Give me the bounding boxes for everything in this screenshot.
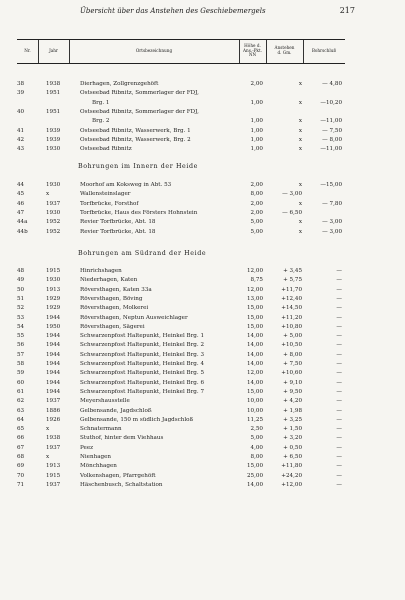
- row-elevation: 2,00: [250, 200, 263, 207]
- row-number: 61: [17, 388, 25, 395]
- row-year: 1951: [46, 90, 61, 97]
- row-year: 1929: [46, 305, 61, 312]
- row-location: Gelbensande, Jagdschloß: [80, 407, 152, 414]
- row-number: 50: [17, 286, 25, 293]
- row-occurrence: +14,50: [281, 305, 302, 312]
- row-location: Meyershausstelle: [80, 398, 130, 405]
- row-number: 63: [17, 407, 25, 414]
- row-location: Wallensteinslager: [80, 191, 131, 198]
- row-location: Dierhagen, Zollgrenzgehöft: [80, 81, 159, 87]
- row-location: Volkenshagen, Pfarrgehöft: [80, 472, 156, 479]
- row-elevation: 2,00: [250, 182, 263, 188]
- row-elevation: 1,00: [250, 146, 263, 153]
- row-elevation: 8,75: [250, 277, 263, 284]
- table-row: [0, 295, 405, 304]
- row-year: 1915: [46, 472, 61, 479]
- row-borehole-end: — 3,00: [322, 228, 342, 235]
- row-year: x: [46, 454, 50, 460]
- column-header-line: Ortsbezeichnung: [135, 47, 173, 53]
- row-occurrence: +11,80: [281, 463, 302, 470]
- row-year: 1944: [46, 379, 61, 386]
- row-number: 40: [17, 108, 25, 115]
- row-number: 60: [17, 379, 25, 386]
- row-year: 1913: [46, 286, 61, 293]
- row-occurrence: + 1,50: [283, 426, 302, 433]
- row-occurrence: x: [298, 219, 302, 226]
- row-year: 1937: [46, 200, 61, 207]
- row-year: 1944: [46, 351, 61, 358]
- table-row: [0, 228, 405, 237]
- row-elevation: 12,00: [246, 286, 263, 293]
- row-borehole-end: —: [336, 295, 342, 302]
- column-header-line: Nr.: [24, 47, 31, 53]
- table-row: [0, 99, 405, 108]
- row-borehole-end: —11,00: [320, 146, 342, 153]
- row-occurrence: + 3,20: [283, 435, 302, 442]
- row-borehole-end: —: [336, 268, 342, 274]
- row-occurrence: +10,50: [281, 342, 302, 349]
- row-number: 58: [17, 361, 25, 367]
- row-borehole-end: —: [336, 379, 342, 386]
- row-occurrence: + 8,00: [283, 351, 302, 358]
- row-occurrence: x: [298, 127, 302, 134]
- table-row: [0, 434, 405, 443]
- row-year: 1913: [46, 463, 61, 470]
- row-elevation: 12,00: [246, 370, 263, 377]
- row-borehole-end: — 3,00: [322, 219, 342, 226]
- row-location: Schwarzenpfost Haltepunkt, Heinkel Brg. 2: [80, 342, 205, 349]
- row-number: 64: [17, 416, 25, 423]
- row-borehole-end: —10,20: [320, 99, 342, 106]
- row-number: 52: [17, 305, 25, 312]
- row-occurrence: +11,70: [281, 286, 302, 293]
- table-row: [0, 80, 405, 89]
- row-year: 1937: [46, 481, 61, 488]
- row-number: 44b: [17, 228, 28, 235]
- table-row: [0, 145, 405, 154]
- row-location: Ostseebad Ribnitz, Sommerlager der FDJ,: [80, 108, 199, 115]
- row-number: 44a: [17, 219, 28, 226]
- column-header-line: Bohrschluß: [311, 47, 337, 53]
- row-year: 1944: [46, 388, 61, 395]
- row-borehole-end: — 7,50: [322, 127, 342, 134]
- row-year: 1952: [46, 228, 61, 235]
- table-row: [0, 416, 405, 425]
- column-header-line: NN: [248, 52, 257, 58]
- row-occurrence: + 5,75: [283, 277, 302, 284]
- row-year: 1939: [46, 136, 61, 143]
- row-year: 1937: [46, 398, 61, 405]
- row-year: 1930: [46, 209, 61, 216]
- table-row: [0, 286, 405, 295]
- row-year: 1930: [46, 146, 61, 153]
- row-occurrence: + 9,10: [283, 379, 302, 386]
- row-occurrence: x: [298, 118, 302, 125]
- table-row: [0, 200, 405, 209]
- row-number: 53: [17, 314, 25, 321]
- row-elevation: 14,00: [246, 333, 263, 340]
- row-elevation: 15,00: [246, 305, 263, 312]
- row-occurrence: +12,40: [281, 295, 302, 302]
- row-number: 66: [17, 435, 25, 442]
- row-borehole-end: —: [336, 407, 342, 414]
- row-elevation: 5,00: [250, 219, 263, 226]
- table-row: [0, 276, 405, 285]
- row-number: 45: [17, 191, 25, 198]
- row-location: Moorhof am Koksweg in Abt. 53: [80, 182, 172, 188]
- column-header-line: Jahr: [49, 47, 58, 53]
- table-row: [0, 323, 405, 332]
- row-location: Gelbensande, 150 m südlich Jagdschloß: [80, 416, 194, 423]
- table-top-rule: [17, 39, 345, 40]
- row-number: 68: [17, 454, 25, 460]
- row-number: 69: [17, 463, 25, 470]
- row-elevation: 1,00: [250, 99, 263, 106]
- table-row: [0, 481, 405, 490]
- running-title: Übersicht über das Anstehen des Geschiebemergels: [80, 7, 266, 15]
- row-borehole-end: —: [336, 370, 342, 377]
- row-number: 44: [17, 182, 25, 188]
- row-location: Röversthagen, Böving: [80, 295, 143, 302]
- row-location: Ostseebad Ribnitz, Sommerlager der FDJ,: [80, 90, 199, 97]
- row-location: Torfbrücke, Forsthof: [80, 200, 139, 207]
- row-number: 48: [17, 268, 25, 274]
- table-row: [0, 425, 405, 434]
- row-elevation: 14,00: [246, 361, 263, 367]
- table-row: [0, 89, 405, 98]
- section-title-south: Bohrungen am Südrand der Heide: [78, 250, 207, 257]
- row-elevation: 15,00: [246, 314, 263, 321]
- row-location: Schwarzenpfost Haltepunkt, Heinkel Brg. 4: [80, 361, 205, 367]
- row-location: Röversthagen, Sägerei: [80, 323, 145, 330]
- row-borehole-end: —: [336, 286, 342, 293]
- row-borehole-end: —: [336, 305, 342, 312]
- row-location: Schwarzenpfost Haltepunkt, Heinkel Brg. 1: [80, 333, 205, 340]
- row-occurrence: — 3,00: [282, 191, 302, 198]
- row-year: 1915: [46, 268, 61, 274]
- row-occurrence: x: [298, 200, 302, 207]
- row-location: Brg. 1: [92, 99, 110, 106]
- table-row: [0, 127, 405, 136]
- row-occurrence: +10,80: [281, 323, 302, 330]
- row-occurrence: x: [298, 136, 302, 143]
- table-row: [0, 462, 405, 471]
- row-elevation: 8,00: [250, 191, 263, 198]
- table-header-rule: [17, 63, 345, 64]
- row-number: 38: [17, 81, 25, 87]
- row-location: Brg. 2: [92, 118, 110, 125]
- row-borehole-end: — 8,00: [322, 136, 342, 143]
- row-year: 1944: [46, 370, 61, 377]
- row-number: 49: [17, 277, 25, 284]
- row-number: 67: [17, 444, 25, 451]
- table-row: [0, 267, 405, 276]
- row-occurrence: x: [298, 228, 302, 235]
- row-elevation: 10,00: [246, 407, 263, 414]
- table-row: [0, 304, 405, 313]
- row-occurrence: + 9,50: [283, 388, 302, 395]
- table-row: [0, 369, 405, 378]
- table-row: [0, 397, 405, 406]
- row-year: 1950: [46, 323, 61, 330]
- row-borehole-end: —: [336, 351, 342, 358]
- table-row: [0, 453, 405, 462]
- row-borehole-end: — 7,80: [322, 200, 342, 207]
- row-number: 41: [17, 127, 25, 134]
- row-year: 1886: [46, 407, 61, 414]
- row-location: Stuthof, hinter dem Viehhaus: [80, 435, 164, 442]
- row-borehole-end: —: [336, 454, 342, 460]
- row-borehole-end: — 4,80: [322, 81, 342, 87]
- column-header: [266, 46, 303, 55]
- row-borehole-end: —: [336, 314, 342, 321]
- row-borehole-end: —: [336, 481, 342, 488]
- row-location: Ostseebad Ribnitz, Wasserwerk, Brg. 1: [80, 127, 191, 134]
- column-header-line: Ans.-Pkt.: [243, 47, 262, 53]
- row-borehole-end: —: [336, 435, 342, 442]
- row-occurrence: + 1,98: [283, 407, 302, 414]
- row-location: Mönchhagen: [80, 463, 117, 470]
- row-location: Peez: [80, 444, 94, 451]
- row-elevation: 14,00: [246, 351, 263, 358]
- table-row: [0, 108, 405, 117]
- row-elevation: 14,00: [246, 481, 263, 488]
- row-location: Revier Torfbrücke, Abt. 18: [80, 228, 156, 235]
- row-occurrence: +10,60: [281, 370, 302, 377]
- table-row: [0, 181, 405, 190]
- row-year: 1944: [46, 314, 61, 321]
- row-number: 51: [17, 295, 25, 302]
- row-elevation: 2,00: [250, 81, 263, 87]
- row-number: 57: [17, 351, 25, 358]
- row-occurrence: + 3,45: [283, 268, 302, 274]
- row-occurrence: +11,20: [281, 314, 302, 321]
- table-row: [0, 190, 405, 199]
- row-borehole-end: —: [336, 398, 342, 405]
- row-elevation: 10,00: [246, 398, 263, 405]
- row-occurrence: +24,20: [281, 472, 302, 479]
- table-row: [0, 407, 405, 416]
- row-occurrence: +12,00: [281, 481, 302, 488]
- row-elevation: 8,00: [250, 454, 263, 460]
- row-location: Röversthagen, Katen 33a: [80, 286, 152, 293]
- row-borehole-end: —: [336, 361, 342, 367]
- row-elevation: 12,00: [246, 268, 263, 274]
- row-year: 1929: [46, 295, 61, 302]
- row-borehole-end: —: [336, 323, 342, 330]
- row-year: 1926: [46, 416, 61, 423]
- row-elevation: 15,00: [246, 463, 263, 470]
- column-header: [239, 44, 266, 58]
- table-row: [0, 388, 405, 397]
- row-occurrence: + 0,50: [283, 444, 302, 451]
- row-borehole-end: —: [336, 463, 342, 470]
- row-elevation: 2,00: [250, 209, 263, 216]
- row-year: x: [46, 191, 50, 198]
- row-elevation: 2,50: [250, 426, 263, 433]
- row-location: Schnatermann: [80, 426, 122, 433]
- row-year: 1930: [46, 277, 61, 284]
- column-header: [303, 49, 345, 54]
- row-year: 1952: [46, 219, 61, 226]
- row-year: 1944: [46, 342, 61, 349]
- table-row: [0, 332, 405, 341]
- table-row: [0, 314, 405, 323]
- row-location: Niederhagen, Katen: [80, 277, 138, 284]
- row-elevation: 11,25: [246, 416, 263, 423]
- row-occurrence: + 6,50: [283, 454, 302, 460]
- column-header: [38, 49, 69, 54]
- row-location: Schwarzenpfost Haltepunkt, Heinkel Brg. 7: [80, 388, 205, 395]
- row-occurrence: + 7,50: [283, 361, 302, 367]
- row-borehole-end: —: [336, 388, 342, 395]
- row-location: Revier Torfbrücke, Abt. 18: [80, 219, 156, 226]
- section-title-interior: Bohrungen im Innern der Heide: [78, 163, 198, 170]
- column-header-line: Anstehen: [274, 45, 295, 51]
- row-elevation: 4,00: [250, 444, 263, 451]
- row-location: Schwarzenpfost Haltepunkt, Heinkel Brg. 5: [80, 370, 205, 377]
- row-occurrence: + 3,25: [283, 416, 302, 423]
- row-number: 62: [17, 398, 25, 405]
- row-borehole-end: —: [336, 416, 342, 423]
- row-year: 1939: [46, 127, 61, 134]
- row-number: 59: [17, 370, 25, 377]
- row-year: 1944: [46, 361, 61, 367]
- table-row: [0, 209, 405, 218]
- row-year: 1951: [46, 108, 61, 115]
- row-year: x: [46, 426, 50, 433]
- row-number: 71: [17, 481, 25, 488]
- row-number: 39: [17, 90, 25, 97]
- row-occurrence: — 6,50: [282, 209, 302, 216]
- row-number: 47: [17, 209, 25, 216]
- row-location: Röversthagen, Molkerei: [80, 305, 149, 312]
- row-elevation: 1,00: [250, 136, 263, 143]
- table-row: [0, 351, 405, 360]
- row-location: Nienhagen: [80, 454, 112, 460]
- row-number: 46: [17, 200, 25, 207]
- row-elevation: 15,00: [246, 323, 263, 330]
- row-location: Ostseebad Ribnitz: [80, 146, 132, 153]
- row-location: Häschenbusch, Schaltstation: [80, 481, 163, 488]
- row-elevation: 5,00: [250, 228, 263, 235]
- row-elevation: 14,00: [246, 342, 263, 349]
- row-occurrence: x: [298, 99, 302, 106]
- row-location: Ostseebad Ribnitz, Wasserwerk, Brg. 2: [80, 136, 191, 143]
- table-row: [0, 341, 405, 350]
- row-year: 1938: [46, 81, 61, 87]
- row-number: 55: [17, 333, 25, 340]
- row-location: Schwarzenpfost Haltepunkt, Heinkel Brg. 3: [80, 351, 205, 358]
- row-location: Röversthagen, Neptun Ausweichlager: [80, 314, 188, 321]
- row-borehole-end: —: [336, 342, 342, 349]
- row-year: 1938: [46, 435, 61, 442]
- running-header: [80, 6, 355, 15]
- row-elevation: 14,00: [246, 379, 263, 386]
- column-header: [17, 49, 38, 54]
- table-row: [0, 117, 405, 126]
- column-header: [69, 49, 239, 54]
- table-row: [0, 360, 405, 369]
- row-borehole-end: —15,00: [320, 182, 342, 188]
- row-location: Hinrichshagen: [80, 268, 122, 274]
- column-header-line: d. Gm.: [277, 49, 292, 55]
- row-number: 70: [17, 472, 25, 479]
- table-row: [0, 472, 405, 481]
- row-number: 43: [17, 146, 25, 153]
- table-row: [0, 218, 405, 227]
- row-elevation: 25,00: [246, 472, 263, 479]
- page-number: 217: [339, 6, 355, 15]
- row-location: Schwarzenpfost Haltepunkt, Heinkel Brg. 6: [80, 379, 205, 386]
- row-elevation: 1,00: [250, 118, 263, 125]
- row-year: 1930: [46, 182, 61, 188]
- row-elevation: 5,00: [250, 435, 263, 442]
- row-borehole-end: —: [336, 333, 342, 340]
- row-elevation: 1,00: [250, 127, 263, 134]
- row-elevation: 15,00: [246, 388, 263, 395]
- table-row: [0, 136, 405, 145]
- row-year: 1944: [46, 333, 61, 340]
- row-year: 1937: [46, 444, 61, 451]
- row-number: 65: [17, 426, 25, 433]
- row-number: 56: [17, 342, 25, 349]
- row-occurrence: + 4,20: [283, 398, 302, 405]
- row-elevation: 13,00: [246, 295, 263, 302]
- row-borehole-end: —: [336, 277, 342, 284]
- row-occurrence: x: [298, 146, 302, 153]
- row-occurrence: x: [298, 182, 302, 188]
- row-borehole-end: —11,00: [320, 118, 342, 125]
- row-occurrence: + 5,00: [283, 333, 302, 340]
- column-header-line: Höhe d.: [244, 43, 261, 49]
- row-borehole-end: —: [336, 426, 342, 433]
- row-occurrence: x: [298, 81, 302, 87]
- row-number: 54: [17, 323, 25, 330]
- row-location: Torfbrücke, Haus des Försters Hohnstein: [80, 209, 198, 216]
- row-number: 42: [17, 136, 25, 143]
- table-row: [0, 444, 405, 453]
- table-row: [0, 379, 405, 388]
- row-borehole-end: —: [336, 444, 342, 451]
- row-borehole-end: —: [336, 472, 342, 479]
